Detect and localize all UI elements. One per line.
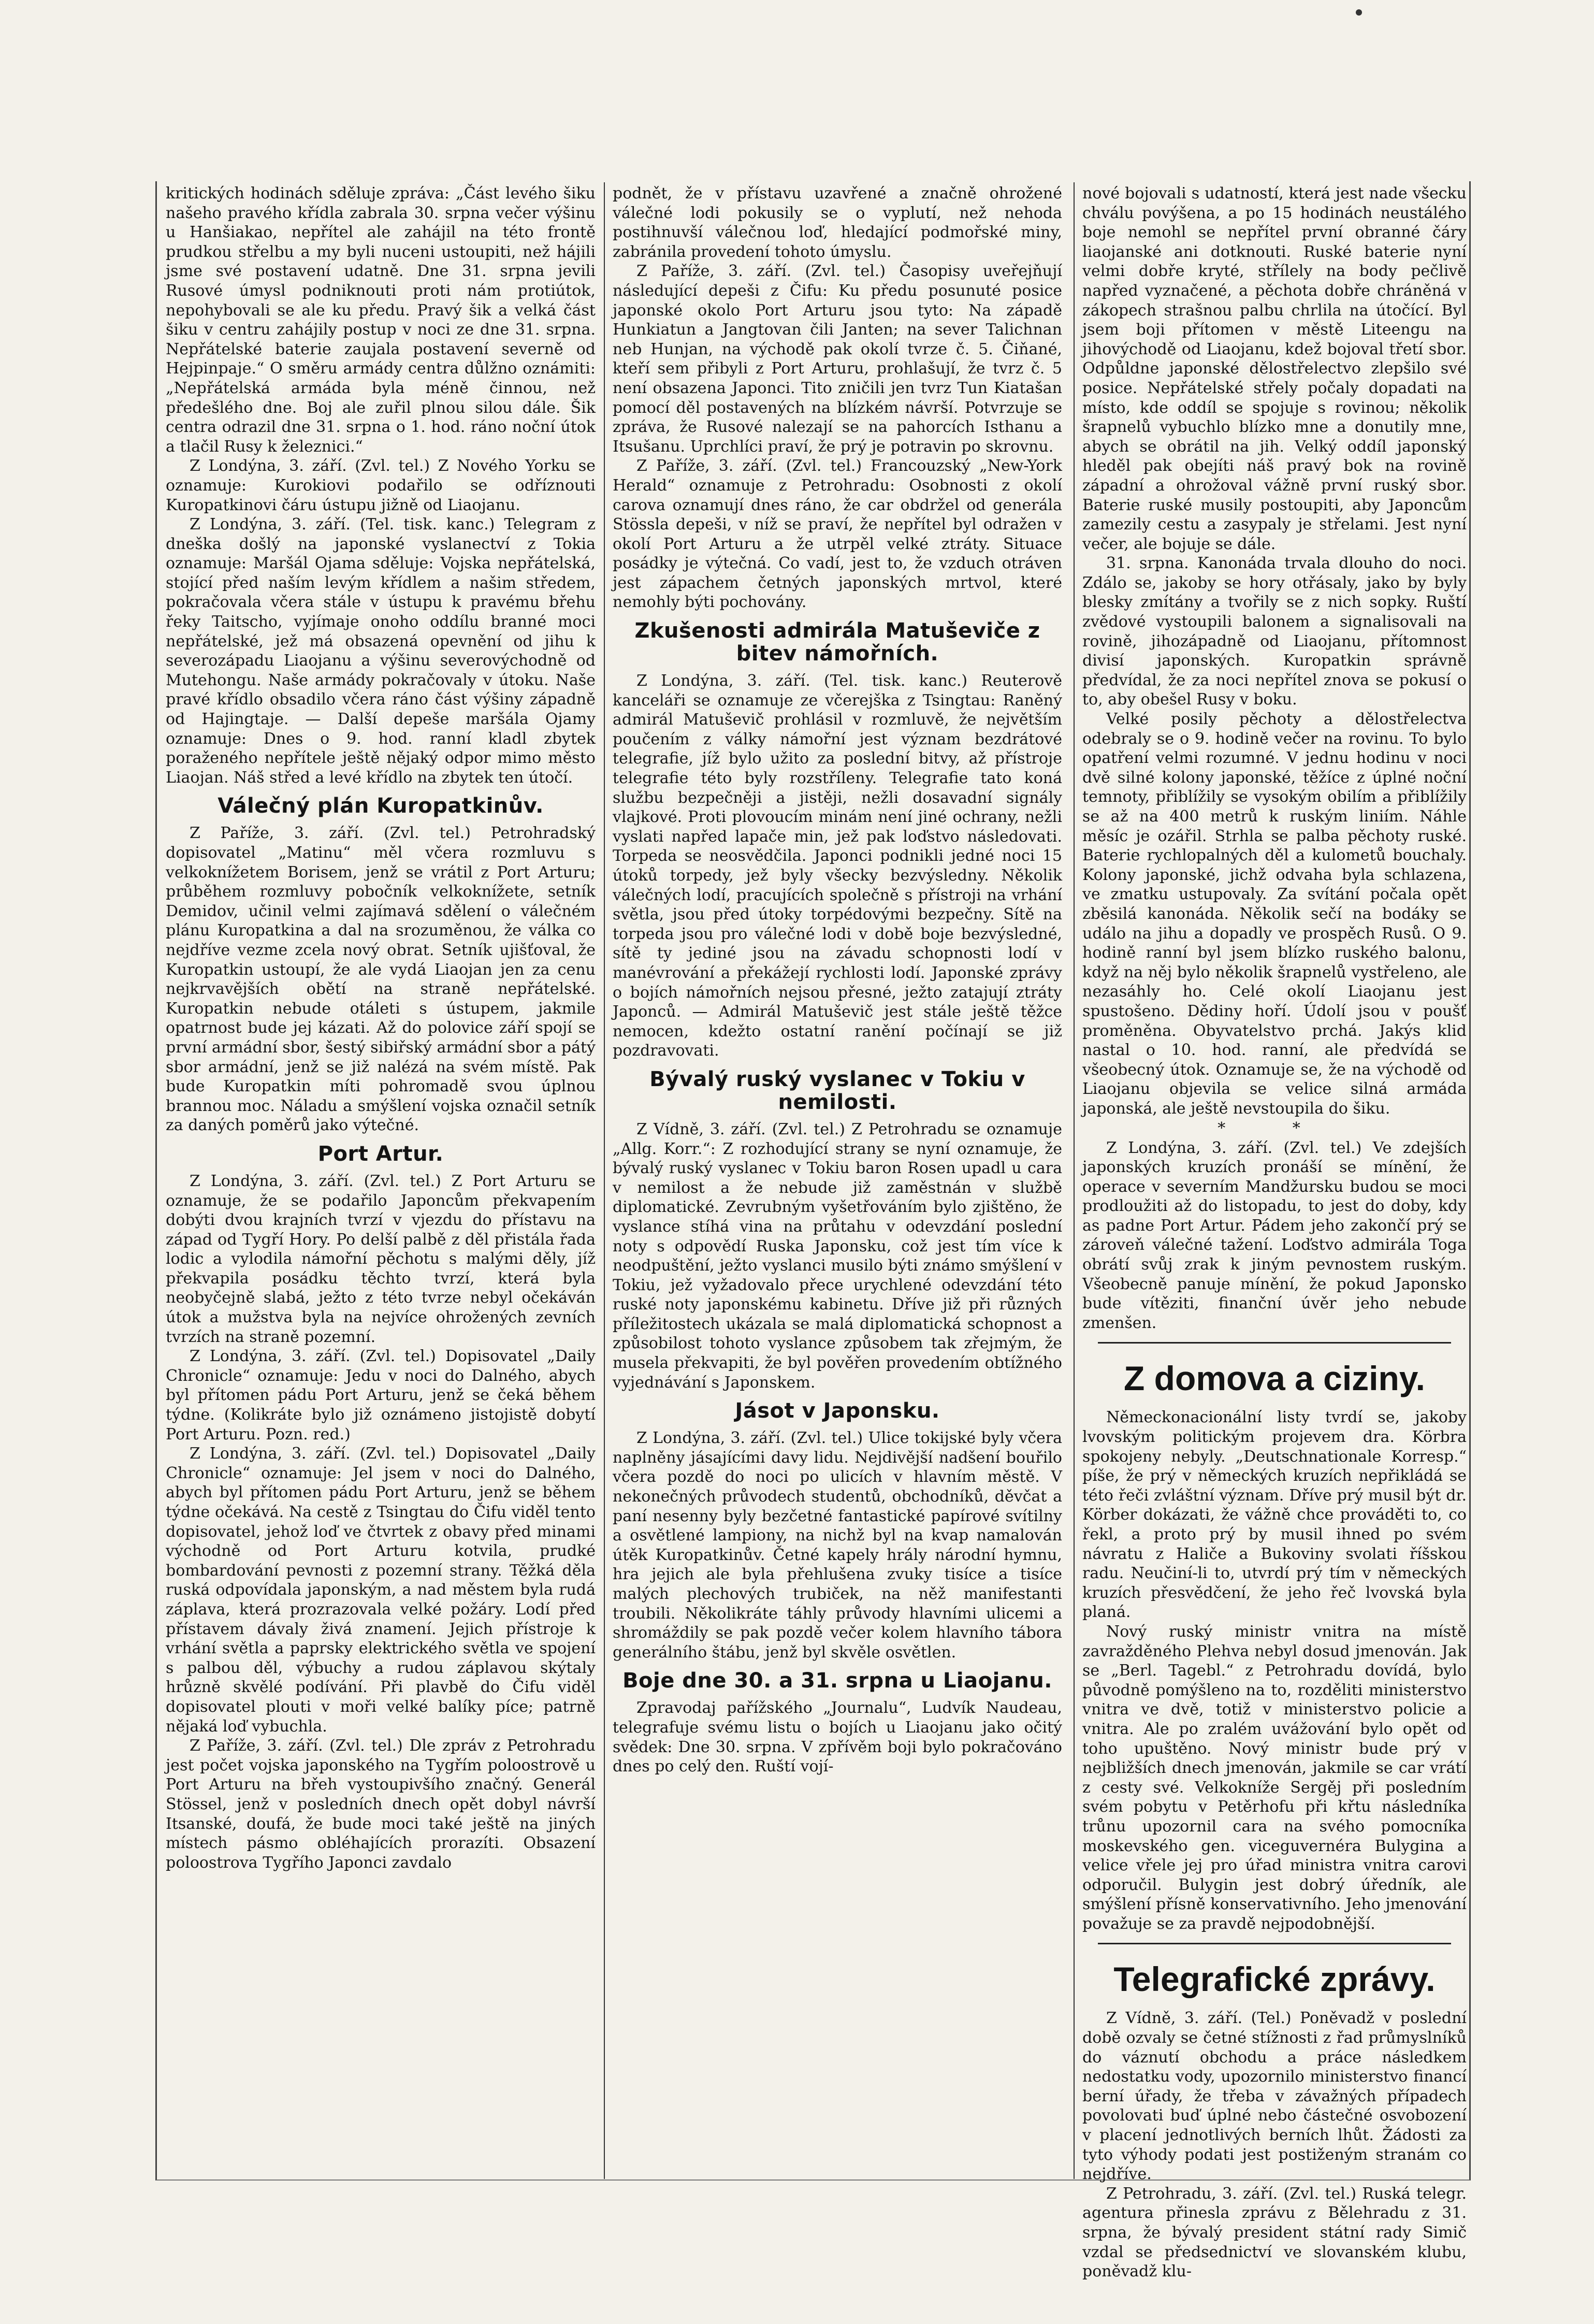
section-divider	[1098, 1943, 1451, 1944]
article-paragraph: Z Vídně, 3. září. (Zvl. tel.) Z Petrohradu se oznamuje „Allg. Korr.“: Z rozhodující strany se nyní oznamuje, že bývalý ruský vyslanec v Tokiu baron Rosen upadl u cara v nemilost a že nebude již zaměstnán v službě diplomatické. Zevrubným vyšetřováním bylo zjištěno, že vyslance stíhá vina na průtahu v odevzdání poslední noty s odpovědí Ruska Japonsku, což jest tím více k neodpuštění, ježto vyslanci musilo býti známo smýšlení v Tokiu, jež vyžadovalo přece urychlené odevzdání této ruské noty japonskému kabinetu. Dříve již při různých příležitostech ukázala se malá diplomatická schopnost a způsobilost tohoto vyslance způsobem tak zřejmým, že musela překvapiti, že byl pověřen provedením obtížného vyjednávání s Japonskem.	[613, 1120, 1062, 1392]
section-title-telegrams: Telegrafické zprávy.	[1113, 1960, 1436, 1999]
column-2	[613, 184, 1062, 2178]
article-paragraph: Z Londýna, 3. září. (Zvl. tel.) Dopisovatel „Daily Chronicle“ oznamuje: Jel jsem v noci do Dalného, abych byl přítomen pádu Port Arturu, jenž se během týdne očekává. Na cestě z Tsingtau do Čifu viděl tento dopisovatel, jehož loď ve čtvrtek z obavy před minami východně od Port Arturu kotvila, prudké bombardování pevnosti z pozemní strany. Těžká děla ruská odpovídala japonským, a nad městem byla rudá záplava, která prozrazovala velké požáry. Lodí před přístavem dávaly živá znamení. Jejich přístroje k vrhání světla a paprsky elektrického světla ve spojení s palbou děl, výbuchy a rudou záplavou skýtaly hrůzně skvělé podívání. Při plavbě do Čifu viděl dopisovatel plouti v moři velké balíky píce; patrně nějaká loď vybuchla.	[166, 1445, 596, 1736]
article-paragraph: Z Petrohradu, 3. září. (Zvl. tel.) Ruská telegr. agentura přinesla zprávu z Bělehradu z 31. srpna, že bývalý president státní rady Simič vzdal se předsednictví ve slovanském klubu, poněvadž klu-	[1082, 2184, 1467, 2281]
article-paragraph: Z Vídně, 3. září. (Tel.) Poněvadž v poslední době ozvaly se četné stížnosti z řad průmyslníků do váznutí obchodu a práce následkem nedostatku vody, upozornilo ministerstvo financí berní úřady, že třeba v závažných případech povolovati buď úplné nebo částečné osvobození v placení jednotlivých berních lhůt. Žádosti za tyto výhody podati jest postiženým stranám co nejdříve.	[1082, 2009, 1467, 2184]
article-paragraph: Z Paříže, 3. září. (Zvl. tel.) Časopisy uveřejňují následující depeši z Čifu: Ku předu posunuté posice japonské okolo Port Arturu jsou tyto: Na západě Hunkiatun a Jangtovan čili Janten; na sever Talichnan neb Hunjan, na východě pak okolí tvrze č. 5. Čiňané, kteří sem přibyli z Port Arturu, prohlašují, že tvrz č. 5 není obsazena Japonci. Tito zničili jen tvrz Tun Kiatašan pomocí děl postavených na blízkém návrší. Potvrzuje se zpráva, že Rusové nalezají se na pahorcích Isthanu a Itsušanu. Uprchlíci praví, že prý je potravin po skrovnu.	[613, 262, 1062, 456]
article-paragraph: kritických hodinách sděluje zpráva: „Část levého šiku našeho pravého křídla zabrala 30. srpna večer výšinu u Hanšiakao, nepřítel ale zahájil na této frontě prudkou střelbu a my byli nuceni ustoupiti, než hájili jsme své postavení udatně. Dne 31. srpna jevili Rusové úmysl podniknouti proti nám protiútok, nepohybovali se ale ku předu. Pravý šik a velká část šiku v centru zahájily postup v noci ze dne 31. srpna. Nepřátelské baterie zaujala postavení severně od Hejpinpaje.“ O směru armády centra důlžno oznámiti: „Nepřátelská armáda byla méně činnou, než předešlého dne. Boj ale zuřil plnou silou dále. Šik centra odrazil dne 31. srpna o 1. hod. ráno noční útok a tlačil Rusy k železnici.“	[166, 184, 596, 456]
article-paragraph: Z Londýna, 3. září. (Zvl. tel.) Ulice tokijské byly včera naplněny jásajícími davy lidu. Nejdivější nadšení bouřilo včera pozdě do noci po ulicích v hlavním městě. V nekonečných průvodech studentů, obchodníků, děvčat a paní nesenny byly bezčetné fantastické papírové svítilny a osvětlené lampiony, na nichž byl na kvap namalován útěk Kuropatkinův. Četné kapely hrály národní hymnu, hra jejich ale byla přehlušena zvuky tisíce a tisíce malých plechových trubiček, na něž manifestanti troubili. Několikráte táhly průvody hlavními ulicemi a shromáždily se pak pozdě večer kolem hlavního tábora generálního štábu, jenž byl skvěle osvětlen.	[613, 1429, 1062, 1662]
column-rule-1	[604, 182, 605, 2179]
article-paragraph: nové bojovali s udatností, která jest nade všecku chválu povýšena, a po 15 hodinách neustálého boje nemohl se nepřítel první obranné čáry liaojanské ani dotknouti. Ruské baterie nyní velmi dobře kryté, střílely na body pečlivě napřed vyznačené, a pěchota dobře chráněná v zákopech strašnou palbu chrlila na útočící. Byl jsem boji přítomen v městě Liteengu na jihovýchodě od Liaojanu, kdež bojoval třetí sbor. Odpůldne japonské dělostřelectvo zlepšilo své posice. Nepřátelské střely počaly dopadati na místo, kde oddíl se spojuje s rovinou; několik šrapnelů vybuchlo blízko mne a donutily mne, abych se obrátil na jih. Velký oddíl japonský hleděl pak obejíti náš pravý bok na rovině západní a ohrožoval vážně první ruský sbor. Baterie ruské musily postoupiti, aby Japoncům zamezily cestu a zasypaly je střelami. Jest nyní večer, ale bojuje se dále.	[1082, 184, 1467, 553]
article-paragraph: Z Londýna, 3. září. (Zvl. tel.) Dopisovatel „Daily Chronicle“ oznamuje: Jedu v noci do Dalného, abych byl přítomen pádu Port Arturu, jenž se čeká během týdne. (Kolikráte bylo již oznámeno jistojistě dobytí Port Arturu. Pozn. red.)	[166, 1347, 596, 1444]
article-paragraph: 31. srpna. Kanonáda trvala dlouho do noci. Zdálo se, jakoby se hory otřásaly, jako by byly blesky zmítány a tvořily se z nich sopky. Ruští zvědové vystoupili balonem a signalisovali na rovině, jihozápadně od Liaojanu, přítomnost divisí japonských. Kuropatkin správně předvídal, že za noci nepřítel znova se pokusí o to, aby obešel Rusy v boku.	[1082, 554, 1467, 709]
article-paragraph: Velké posily pěchoty a dělostřelectva odebraly se o 9. hodině večer na rovinu. To bylo opatření velmi rozumné. V jednu hodinu v noci dvě silné kolony japonské, těžíce z úplné noční temnoty, přiblížily se vysokým obilím a přiblížily se až na 400 metrů k ruským liniím. Náhle měsíc je ozářil. Strhla se palba pěchoty ruské. Baterie rychlopalných děl a kulometů bouchaly. Kolony japonské, jichž odvaha byla schlazena, ve zmatku ustupovaly. Za svítání počala opět zběsilá kanonáda. Několik sečí na bodáky se událo na jihu a dopadly ve prospěch Rusů. O 9. hodině ranní byl jsem blízko ruského balonu, když na něj bylo několik šrapnelů vystřeleno, ale nezasáhly ho. Celé okolí Liaojanu jest spustošeno. Dědiny hoří. Údolí jsou v poušť proměněna. Obyvatelstvo prchá. Jakýs klid nastal o 10. hod. ranní, ale předvídá se všeobecný útok. Oznamuje se, že na východě od Liaojanu objevila se velice silná armáda japonská, ale ještě nevstoupila do šiku.	[1082, 710, 1467, 1118]
article-paragraph: Z Paříže, 3. září. (Zvl. tel.) Dle zpráv z Petrohradu jest počet vojska japonského na Tygřím poloostrově u Port Arturu na břeh vystoupivšího značný. Generál Stössel, jenž v posledních dnech opět dobyl návrší Itsanské, doufá, že bude moci také ještě na jiných místech pásmo obléhajících prorazíti. Obsazení poloostrova Tygřího Japonci zavdalo	[166, 1737, 596, 1872]
column-3	[1082, 184, 1467, 2281]
article-paragraph: Zpravodaj pařížského „Journalu“, Ludvík Naudeau, telegrafuje svému listu o bojích u Liaojanu jako očitý svědek: Dne 30. srpna. V zpřívěm boji bylo pokračováno dnes po celý den. Ruští vojí-	[613, 1699, 1062, 1776]
headline-jubilation-japan: Jásot v Japonsku.	[735, 1399, 940, 1423]
headline-port-artur: Port Artur.	[317, 1142, 444, 1166]
column-rule-2	[1074, 182, 1075, 2179]
article-paragraph: Z Londýna, 3. září. (Tel. tisk. kanc.) Reuterově kanceláři se oznamuje ze včerejška z Tsingtau: Raněný admirál Matuševič prohlásil v rozmluvě, že největším poučením z války námořní jest význam bezdrátové telegrafie, jíž bylo užito za poslední bitvy, až přístroje telegrafie této byly rozstříleny. Telegrafie tato koná službu bezpečněji a jistěji, nežli dosavadní signály vlajkové. Proti plovoucím minám není jiné ochrany, nežli vyslati napřed lapače min, jež pak loďstvo následovati. Torpeda se neosvědčila. Japonci podnikli jedné noci 15 útoků torpedy, jež byly všecky bezvýsledny. Několik válečných lodí, pracujících společně s přístroji na vrhání světla, jsou před útoky torpédovými bezpečny. Sítě na torpeda jsou pro válečné lodi v době boje bezvýsledné, sítě ty jediné jsou na závadu schopnosti lodí v manévrování a překážejí rychlosti lodí. Japonské zprávy o bojích námořních nejsou přesné, ježto zatajují ztráty Japonců. — Admirál Matuševič jest stále ještě těžce nemocen, kdežto ostatní ranění počínají se již pozdravovati.	[613, 672, 1062, 1060]
headline-kuropatkin-plan: Válečný plán Kuropatkinův.	[218, 794, 544, 818]
article-paragraph: Z Paříže, 3. září. (Zvl. tel.) Francouzský „New-York Herald“ oznamuje z Petrohradu: Osobnosti z okolí carova oznamují dnes ráno, že car obdržel od generála Stössla depeši, v níž se praví, že nepřítel byl odražen v okolí Port Arturu a že utrpěl velké ztráty. Situace posádky je výtečná. Co vadí, jest to, že vzduch otráven jest zápachem četných japonských mrtvol, které nemohly býti pochovány.	[613, 457, 1062, 612]
headline-ambassador: Bývalý ruský vyslanec v Tokiu v nemilosti.	[649, 1067, 1025, 1114]
section-asterisks: * *	[1218, 1119, 1331, 1137]
section-divider	[1098, 1342, 1451, 1344]
article-paragraph: Z Londýna, 3. září. (Zvl. tel.) Ve zdejších japonských kruzích pronáší se mínění, že operace v severním Mandžursku budou se moci prodloužiti až do listopadu, to jest do doby, kdy as padne Port Artur. Pádem jeho zakončí prý se zároveň válečné tažení. Loďstvo admirála Toga obrátí svůj zrak k jiným pevnostem ruským. Všeobecně panuje mínění, že pokud Japonsko bude vítěziti, finanční úvěr jeho nebude zmenšen.	[1082, 1138, 1467, 1332]
headline-matusevic: Zkušenosti admirála Matuševiče z bitev námořních.	[634, 619, 1040, 666]
print-speck	[1356, 9, 1362, 16]
article-paragraph: Z Londýna, 3. září. (Zvl. tel.) Z Nového Yorku se oznamuje: Kurokiovi podařilo se odříznouti Kuropatkinovi čáru ústupu jižně od Liaojanu.	[166, 457, 596, 514]
article-paragraph: Z Londýna, 3. září. (Tel. tisk. kanc.) Telegram z dneška došlý na japonské vyslanectví z Tokia oznamuje: Maršál Ojama sděluje: Vojska nepřátelská, stojící před naším levým křídlem a našim středem, pokračovala včera stále v ústupu k pravému břehu řeky Taitscho, vyjímaje onoho oddílu branné moci nepřátelské, jež má obsazená opevnění od jihu k severozápadu Liaojanu a výšinu severovýchodně od Mutehongu. Naše armády pokračovaly v útoku. Naše pravé křídlo obsadilo včera ráno část výšiny západně od Hajingtaje. — Další depeše maršála Ojamy oznamuje: Dnes o 9. hod. ranní kladl zbytek poraženého nepřítele ještě nějaký odpor mimo město Liaojan. Náš střed a levé křídlo na zbytek ten útočí.	[166, 515, 596, 787]
article-paragraph: podnět, že v přístavu uzavřené a značně ohrožené válečné lodi pokusily se o vyplutí, než nehoda postihnuvší válečnou loď, hledající podmořské miny, zabránila provedení tohoto úmyslu.	[613, 184, 1062, 261]
headline-battles-liaojan: Boje dne 30. a 31. srpna u Liaojanu.	[622, 1669, 1052, 1693]
article-paragraph: Nový ruský ministr vnitra na místě zavražděného Plehva nebyl dosud jmenován. Jak se „Berl. Tagebl.“ z Petrohradu dovídá, bylo původně pomýšleno na to, rozděliti ministerstvo vnitra ve dvě, totiž v ministerstvo policie a vnitra. Ale po zralém uvážování bylo opět od toho upuštěno. Nový ministr bude prý v nejbližších dnech jmenován, jakmile se car vrátí z cesty své. Velkokníže Sergěj při posledním svém pobytu v Petěrhofu při křtu následníka trůnu upozornil cara na svého pomocníka moskevského gen. viceguvernéra Bulygina a velice vřele jej pro úřad ministra vnitra carovi odporučil. Bulygin jest dobrý úředník, ale smýšlení přísně konservativního. Jeho jmenování považuje se za pravdě nejpodobnější.	[1082, 1622, 1467, 1933]
article-paragraph: Z Londýna, 3. září. (Zvl. tel.) Z Port Arturu se oznamuje, že se podařilo Japoncům překvapením dobýti dvou krajních tvrzí v vjezdu do přístavu na západ od Tygří Hory. Po delší palbě z děl přistála řada lodic a vylodila námořní pěchotu s malými děly, jíž překvapila posádku těchto tvrzí, která byla neobyčejně slabá, ježto z této tvrze nebyl očekáván útok a mužstva byla na nejvíce ohrožených zevních tvrzích na straně pozemní.	[166, 1172, 596, 1346]
column-1	[166, 184, 596, 2178]
article-paragraph: Z Paříže, 3. září. (Zvl. tel.) Petrohradský dopisovatel „Matinu“ měl včera rozmluvu s velkoknížetem Borisem, jenž se vrátil z Port Arturu; průběhem rozmluvy pobočník velkoknížete, setník Demidov, učinil velmi zajímavá sdělení o válečném plánu Kuropatkina a dal na srozuměnou, že válka co nejdříve vezme zcela nový obrat. Setník ujišťoval, že Kuropatkin ustoupí, že ale vydá Liaojan jen za cenu nejkrvavějších obětí na straně nepřátelské. Kuropatkin nebude otáleti s ústupem, jakmile opatrnost bude jej kázati. Až do polovice září spojí se první armádní sbor, šestý sibiřský armádní sbor a pátý sbor armádní, jenž se již nalézá na svém místě. Pak bude Kuropatkin míti pohromadě svou úplnou brannou moc. Náladu a smýšlení vojska označil setník za daných poměrů jako výtečné.	[166, 824, 596, 1135]
article-paragraph: Německonacionální listy tvrdí se, jakoby lvovským politickým projevem dra. Körbra spokojeny nebyly. „Deutschnationale Korresp.“ píše, že prý v německých kruzích nepřikládá se této řeči zvláštní význam. Dříve prý musil být dr. Körber dokázati, že vážně chce prováděti to, co řekl, a proto prý by musil ihned po svém návratu z Haliče a Bukoviny svolati říšskou radu. Neučiní-li to, utvrdí prý tím v německých kruzích přesvědčení, že jeho řeč lvovská byla planá.	[1082, 1408, 1467, 1622]
section-title-domestic: Z domova a ciziny.	[1124, 1359, 1425, 1398]
